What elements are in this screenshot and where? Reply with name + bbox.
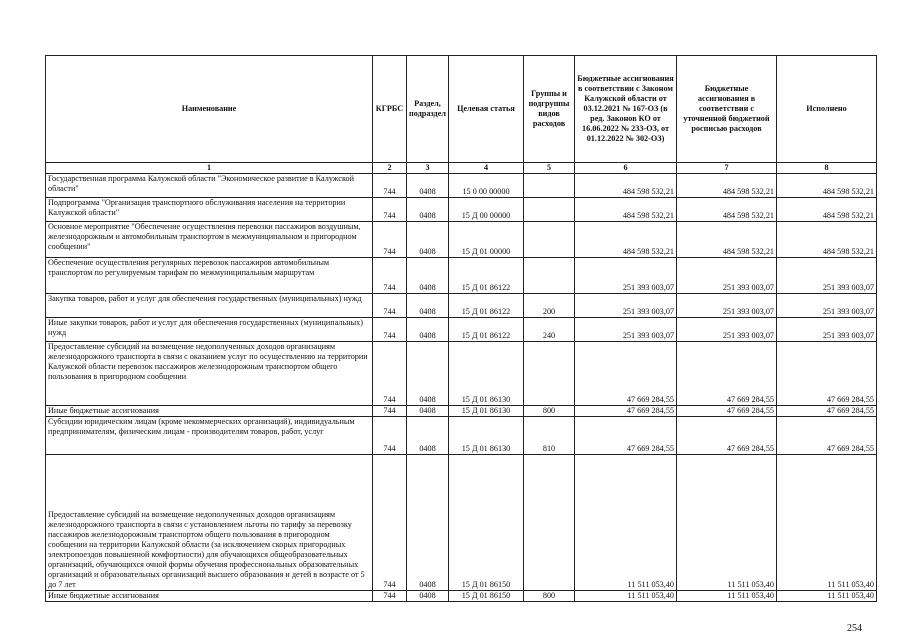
budget-table: [45, 55, 877, 602]
row-target: 15 Д 01 86130: [449, 417, 524, 455]
column-number: 4: [449, 163, 524, 174]
header-law: Бюджетные ассигнования в соответствии с Законом Калужской области от 03.12.2021 № 167-ОЗ (в ред. Законов КО от 16.06.2022 № 233-ОЗ, от 01.12.2022 № 302-ОЗ): [575, 56, 677, 163]
table-row: [46, 174, 877, 198]
row-law: 11 511 053,40: [575, 455, 677, 591]
header-name: Наименование: [46, 56, 373, 163]
table-row: [46, 342, 877, 406]
table-row: [46, 222, 877, 258]
column-number: 3: [407, 163, 449, 174]
row-kgrbs: 744: [373, 406, 407, 417]
row-kgrbs: 744: [373, 294, 407, 318]
row-section: 0408: [407, 591, 449, 602]
row-kgrbs: 744: [373, 455, 407, 591]
row-refined: 47 669 284,55: [677, 342, 777, 406]
table-row: [46, 294, 877, 318]
row-name: Предоставление субсидий на возмещение недополученных доходов организациям железнодорожного транспорта в связи с установлением льготы по тарифу за перевозку пассажиров железнодорожным транспортом общего пользования в пригородном сообщении на территории Калужской области (за исключением скорых пригородных электропоездов повышенной комфортности) для обучающихся общеобразовательных организаций, обучающихся очной формы обучения профессиональных образовательных организаций и образовательных организаций высшего образования и детей в возрасте от 5 до 7 лет: [46, 455, 373, 591]
row-executed: 484 598 532,21: [777, 198, 877, 222]
row-law: 251 393 003,07: [575, 258, 677, 294]
row-kgrbs: 744: [373, 342, 407, 406]
row-name: Закупка товаров, работ и услуг для обеспечения государственных (муниципальных) нужд: [46, 294, 373, 318]
row-section: 0408: [407, 455, 449, 591]
row-target: 15 Д 01 86150: [449, 591, 524, 602]
row-kgrbs: 744: [373, 318, 407, 342]
row-group: [524, 174, 575, 198]
row-law: 47 669 284,55: [575, 417, 677, 455]
row-name: Субсидии юридическим лицам (кроме некоммерческих организаций), индивидуальным предпринимателям, физическим лицам - производителям товаров, работ, услуг: [46, 417, 373, 455]
row-refined: 47 669 284,55: [677, 406, 777, 417]
column-number: 2: [373, 163, 407, 174]
row-section: 0408: [407, 406, 449, 417]
row-name: Предоставление субсидий на возмещение недополученных доходов организациям железнодорожного транспорта в связи с оказанием услуг по осуществлению на территории Калужской области перевозок пассажиров железнодорожным транспортом общего пользования в пригородном сообщении: [46, 342, 373, 406]
header-target: Целевая статья: [449, 56, 524, 163]
row-group: 800: [524, 406, 575, 417]
row-law: 11 511 053,40: [575, 591, 677, 602]
table-row: [46, 198, 877, 222]
row-law: 484 598 532,21: [575, 174, 677, 198]
row-executed: 47 669 284,55: [777, 342, 877, 406]
row-group: [524, 198, 575, 222]
row-law: 47 669 284,55: [575, 342, 677, 406]
row-refined: 251 393 003,07: [677, 318, 777, 342]
column-number: 5: [524, 163, 575, 174]
column-number: 7: [677, 163, 777, 174]
row-executed: 251 393 003,07: [777, 318, 877, 342]
row-refined: 11 511 053,40: [677, 455, 777, 591]
row-name: Государственная программа Калужской области "Экономическое развитие в Калужской области": [46, 174, 373, 198]
row-section: 0408: [407, 258, 449, 294]
row-executed: 251 393 003,07: [777, 258, 877, 294]
row-section: 0408: [407, 198, 449, 222]
row-target: 15 Д 01 86122: [449, 258, 524, 294]
budget-sheet: [45, 55, 877, 602]
row-group: 240: [524, 318, 575, 342]
row-name: Обеспечение осуществления регулярных перевозок пассажиров автомобильным транспортом по регулируемым тарифам по межмуниципальным маршрутам: [46, 258, 373, 294]
row-group: [524, 258, 575, 294]
header-kgrbs: КГРБС: [373, 56, 407, 163]
row-section: 0408: [407, 342, 449, 406]
table-row: [46, 258, 877, 294]
column-number-row: [46, 163, 877, 174]
column-number: 6: [575, 163, 677, 174]
row-law: 484 598 532,21: [575, 198, 677, 222]
row-law: 251 393 003,07: [575, 318, 677, 342]
table-row: [46, 417, 877, 455]
row-target: 15 Д 01 86130: [449, 342, 524, 406]
row-section: 0408: [407, 318, 449, 342]
row-group: [524, 342, 575, 406]
row-group: 800: [524, 591, 575, 602]
row-target: 15 Д 01 86130: [449, 406, 524, 417]
row-executed: 484 598 532,21: [777, 222, 877, 258]
row-kgrbs: 744: [373, 591, 407, 602]
row-kgrbs: 744: [373, 258, 407, 294]
row-refined: 484 598 532,21: [677, 222, 777, 258]
row-group: 200: [524, 294, 575, 318]
row-target: 15 0 00 00000: [449, 174, 524, 198]
page-number: 254: [847, 623, 862, 634]
row-name: Иные бюджетные ассигнования: [46, 591, 373, 602]
header-row: [46, 56, 877, 163]
row-executed: 484 598 532,21: [777, 174, 877, 198]
row-refined: 251 393 003,07: [677, 294, 777, 318]
row-executed: 11 511 053,40: [777, 591, 877, 602]
row-name: Иные закупки товаров, работ и услуг для обеспечения государственных (муниципальных) нужд: [46, 318, 373, 342]
column-number: 1: [46, 163, 373, 174]
header-refined: Бюджетные ассигнования в соответствии с уточненной бюджетной росписью расходов: [677, 56, 777, 163]
row-executed: 47 669 284,55: [777, 406, 877, 417]
row-name: Подпрограмма "Организация транспортного обслуживания населения на территории Калужской области": [46, 198, 373, 222]
row-group: [524, 222, 575, 258]
row-section: 0408: [407, 174, 449, 198]
row-executed: 47 669 284,55: [777, 417, 877, 455]
column-number: 8: [777, 163, 877, 174]
row-kgrbs: 744: [373, 222, 407, 258]
row-refined: 11 511 053,40: [677, 591, 777, 602]
row-target: 15 Д 01 86150: [449, 455, 524, 591]
header-section: Раздел, подраздел: [407, 56, 449, 163]
row-target: 15 Д 00 00000: [449, 198, 524, 222]
row-target: 15 Д 01 00000: [449, 222, 524, 258]
row-law: 251 393 003,07: [575, 294, 677, 318]
row-executed: 251 393 003,07: [777, 294, 877, 318]
row-section: 0408: [407, 294, 449, 318]
row-refined: 47 669 284,55: [677, 417, 777, 455]
row-law: 484 598 532,21: [575, 222, 677, 258]
row-name: Иные бюджетные ассигнования: [46, 406, 373, 417]
row-law: 47 669 284,55: [575, 406, 677, 417]
row-refined: 484 598 532,21: [677, 174, 777, 198]
header-executed: Исполнено: [777, 56, 877, 163]
row-group: 810: [524, 417, 575, 455]
row-section: 0408: [407, 222, 449, 258]
row-refined: 251 393 003,07: [677, 258, 777, 294]
table-row: [46, 591, 877, 602]
table-row: [46, 455, 877, 591]
row-kgrbs: 744: [373, 174, 407, 198]
row-kgrbs: 744: [373, 198, 407, 222]
row-target: 15 Д 01 86122: [449, 318, 524, 342]
row-target: 15 Д 01 86122: [449, 294, 524, 318]
row-refined: 484 598 532,21: [677, 198, 777, 222]
row-kgrbs: 744: [373, 417, 407, 455]
row-group: [524, 455, 575, 591]
table-row: [46, 318, 877, 342]
table-row: [46, 406, 877, 417]
row-executed: 11 511 053,40: [777, 455, 877, 591]
row-section: 0408: [407, 417, 449, 455]
row-name: Основное мероприятие "Обеспечение осуществления перевозки пассажиров воздушным, железнодорожным и автомобильным транспортом в межмуниципальном и пригородном сообщении": [46, 222, 373, 258]
header-group: Группы и подгруппы видов расходов: [524, 56, 575, 163]
